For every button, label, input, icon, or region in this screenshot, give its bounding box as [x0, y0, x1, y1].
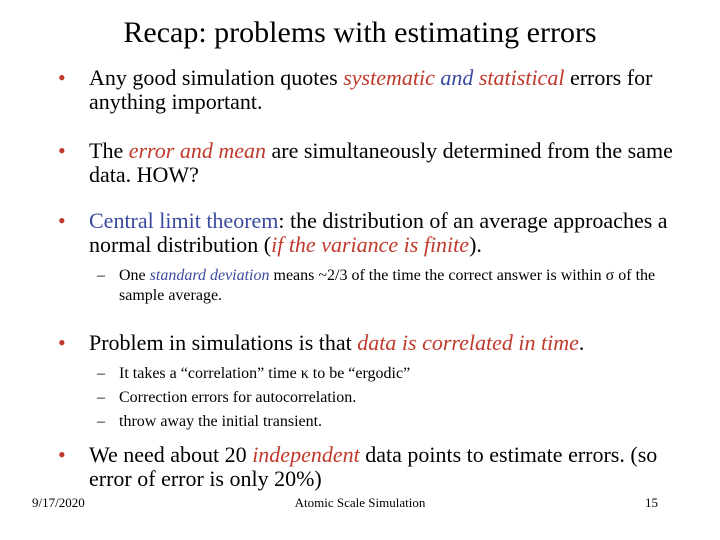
sub-bullet-marker: – [97, 365, 105, 382]
text-run: One [119, 267, 150, 284]
slide-title: Recap: problems with estimating errors [123, 16, 597, 49]
text-run: data points to estimate errors. (so error of error is only 20%) [89, 442, 658, 491]
text-run: are simultaneously determined from the same data. HOW? [89, 138, 673, 187]
sub-bullet-text: It takes a “correlation” time κ to be “ergodic” [119, 365, 411, 382]
bullet-text [58, 209, 678, 257]
sub-bullet-autocorrelation [97, 388, 687, 408]
bullet-text [58, 443, 678, 491]
emphasis-independent: independent [252, 442, 360, 467]
sub-bullet-transient [97, 412, 687, 432]
text-run: errors for anything important. [89, 65, 653, 114]
bullet-marker: • [58, 442, 66, 467]
sub-bullet-marker: – [97, 389, 105, 406]
emphasis-central-limit-theorem: Central limit theorem [89, 208, 279, 233]
bullet-central-limit-theorem [58, 209, 678, 257]
bullet-marker: • [58, 65, 66, 90]
footer-date: 9/17/2020 [32, 495, 85, 510]
emphasis-and: and [434, 65, 479, 90]
bullet-text [58, 139, 678, 187]
sub-bullet-marker: – [97, 413, 105, 430]
text-run: Problem in simulations is that [89, 330, 358, 355]
sub-bullet-text: throw away the initial transient. [119, 413, 323, 430]
footer-title: Atomic Scale Simulation [294, 495, 426, 510]
bullet-marker: • [58, 138, 66, 163]
bullet-error-and-mean [58, 139, 678, 187]
bullet-text [58, 66, 678, 114]
sub-bullet-correlation-time [97, 364, 687, 384]
page-number: 15 [645, 495, 658, 510]
emphasis-variance-finite: if the variance is finite [271, 232, 470, 257]
bullet-marker: • [58, 208, 66, 233]
sub-bullet-text: Correction errors for autocorrelation. [119, 389, 357, 406]
text-run: ). [469, 232, 482, 257]
bullet-simulation-errors [58, 66, 678, 114]
emphasis-systematic: systematic [343, 65, 435, 90]
emphasis-error-and-mean: error and mean [128, 138, 266, 163]
bullet-text [58, 331, 678, 355]
sub-bullet-standard-deviation [97, 266, 687, 306]
bullet-correlated-data [58, 331, 678, 355]
bullet-independent-points [58, 443, 678, 491]
text-run: : the distribution of an average approaches a normal distribution ( [89, 208, 668, 257]
text-run: means ~2/3 of the time the correct answer is within σ of the sample average. [119, 267, 656, 304]
text-run: Any good simulation quotes [89, 65, 344, 90]
text-run: . [578, 330, 585, 355]
text-run: The [89, 138, 129, 163]
emphasis-statistical: statistical [478, 65, 565, 90]
text-run: We need about 20 [89, 442, 253, 467]
sub-bullet-text [97, 266, 687, 306]
emphasis-standard-deviation: standard deviation [149, 267, 270, 284]
bullet-marker: • [58, 330, 66, 355]
emphasis-correlated-in-time: data is correlated in time [357, 330, 579, 355]
sub-bullet-marker: – [97, 267, 105, 284]
